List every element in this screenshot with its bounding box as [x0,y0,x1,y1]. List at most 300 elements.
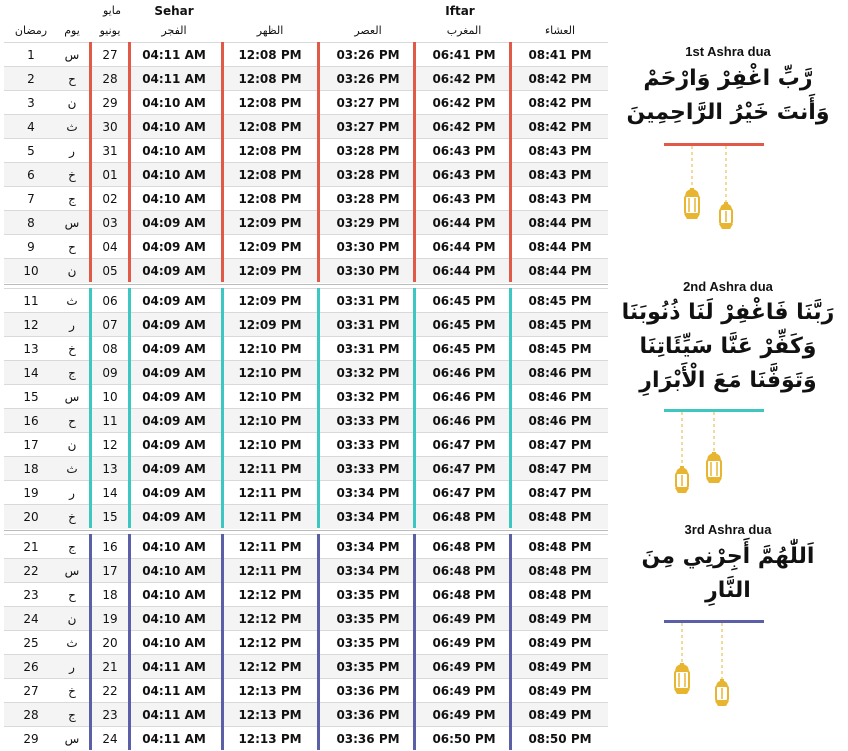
zuhr-time-cell: 12:12 PM [238,660,302,674]
maghrib-time-cell: 06:47 PM [432,462,496,476]
table-row [4,288,608,313]
zuhr-time-cell: 12:09 PM [238,264,302,278]
gregorian-date-cell: 23 [102,708,118,722]
zuhr-time-cell: 12:11 PM [238,540,302,554]
maghrib-time-cell: 06:44 PM [432,216,496,230]
weekday-cell: ح [68,588,76,602]
zuhr-time-cell: 12:12 PM [238,612,302,626]
zuhr-time-cell: 12:08 PM [238,72,302,86]
table-row [4,258,608,283]
asr-time-cell: 03:28 PM [336,168,400,182]
weekday-cell: ث [66,294,78,308]
table-row [4,606,608,631]
table-row [4,504,608,529]
dua-3-line-1: اَللّٰهُمَّ أَجِرْنِي مِنَ [641,544,815,569]
isha-time-cell: 08:47 PM [528,486,592,500]
lantern-icon [668,623,768,713]
ramadan-day-cell: 11 [23,294,39,308]
dua-2-line-2: وَكَفِّرْ عَنَّا سَيِّئَاتِنَا [639,334,817,359]
table-row [4,210,608,235]
gregorian-date-cell: 21 [102,660,118,674]
ashra-column-divider [317,534,320,750]
maghrib-time-cell: 06:49 PM [432,612,496,626]
isha-time-cell: 08:42 PM [528,96,592,110]
table-row [4,534,608,559]
maghrib-time-cell: 06:44 PM [432,240,496,254]
asr-time-cell: 03:34 PM [336,486,400,500]
prayer-timetable [4,0,608,748]
maghrib-time-cell: 06:46 PM [432,366,496,380]
weekday-cell: ج [68,192,76,206]
weekday-cell: ح [68,240,76,254]
lantern-right [719,202,733,229]
asr-time-cell: 03:32 PM [336,390,400,404]
weekday-cell: خ [68,342,76,356]
gregorian-date-cell: 11 [102,414,118,428]
weekday-cell: ر [69,318,75,332]
asr-time-cell: 03:35 PM [336,660,400,674]
ramadan-day-cell: 4 [27,120,35,134]
ramadan-day-cell: 17 [23,438,39,452]
col-ramadan-header: رمضان [14,24,48,37]
isha-time-cell: 08:44 PM [528,240,592,254]
gregorian-date-cell: 15 [102,510,118,524]
maghrib-time-cell: 06:44 PM [432,264,496,278]
maghrib-time-cell: 06:43 PM [432,168,496,182]
table-row [4,582,608,607]
dua-3-text [608,540,848,608]
dua-2-line-1: رَبَّنَا فَاغْفِرْ لَنَا ذُنُوبَنَا [621,300,835,325]
maghrib-time-cell: 06:41 PM [432,48,496,62]
isha-time-cell: 08:41 PM [528,48,592,62]
maghrib-time-cell: 06:45 PM [432,318,496,332]
zuhr-time-cell: 12:09 PM [238,216,302,230]
gregorian-date-cell: 24 [102,732,118,746]
asr-time-cell: 03:33 PM [336,462,400,476]
ramadan-day-cell: 9 [27,240,35,254]
isha-time-cell: 08:47 PM [528,438,592,452]
maghrib-time-cell: 06:46 PM [432,414,496,428]
ramadan-day-cell: 27 [23,684,39,698]
sehar-label: Sehar [154,4,194,18]
ramadan-day-cell: 16 [23,414,39,428]
ashra-column-divider [221,534,224,750]
fajr-time-cell: 04:11 AM [142,48,206,62]
gregorian-date-cell: 05 [102,264,118,278]
gregorian-date-cell: 06 [102,294,118,308]
gregorian-date-cell: 01 [102,168,118,182]
asr-time-cell: 03:36 PM [336,684,400,698]
zuhr-time-cell: 12:08 PM [238,120,302,134]
fajr-time-cell: 04:11 AM [142,708,206,722]
weekday-cell: ث [66,636,78,650]
zuhr-time-cell: 12:11 PM [238,510,302,524]
isha-time-cell: 08:44 PM [528,216,592,230]
ashra-column-divider [89,288,92,528]
ramadan-day-cell: 28 [23,708,39,722]
maghrib-time-cell: 06:49 PM [432,636,496,650]
fajr-time-cell: 04:09 AM [142,342,206,356]
table-row [4,678,608,703]
maghrib-time-cell: 06:43 PM [432,192,496,206]
fajr-time-cell: 04:09 AM [142,366,206,380]
gregorian-date-cell: 16 [102,540,118,554]
maghrib-time-cell: 06:48 PM [432,510,496,524]
ramadan-day-cell: 12 [23,318,39,332]
asr-time-cell: 03:35 PM [336,612,400,626]
maghrib-time-cell: 06:49 PM [432,708,496,722]
gregorian-date-cell: 18 [102,588,118,602]
fajr-time-cell: 04:09 AM [142,264,206,278]
ashra-column-divider [413,288,416,528]
ramadan-day-cell: 1 [27,48,35,62]
table-row [4,432,608,457]
ramadan-day-cell: 24 [23,612,39,626]
isha-time-cell: 08:49 PM [528,684,592,698]
weekday-cell: ح [68,414,76,428]
fajr-time-cell: 04:09 AM [142,510,206,524]
col-asr-header: العصر [354,24,382,37]
maghrib-time-cell: 06:42 PM [432,120,496,134]
fajr-time-cell: 04:10 AM [142,144,206,158]
fajr-time-cell: 04:10 AM [142,564,206,578]
asr-time-cell: 03:35 PM [336,588,400,602]
table-row [4,360,608,385]
ashra-column-divider [128,534,131,750]
isha-time-cell: 08:42 PM [528,120,592,134]
zuhr-time-cell: 12:11 PM [238,564,302,578]
weekday-cell: ج [68,708,76,722]
dua-3-line-2: النَّارِ [705,578,751,603]
ramadan-day-cell: 10 [23,264,39,278]
weekday-cell: ث [66,462,78,476]
zuhr-time-cell: 12:11 PM [238,462,302,476]
table-row [4,456,608,481]
isha-time-cell: 08:42 PM [528,72,592,86]
gregorian-date-cell: 12 [102,438,118,452]
weekday-cell: ن [67,438,77,452]
maghrib-time-cell: 06:42 PM [432,96,496,110]
fajr-time-cell: 04:10 AM [142,540,206,554]
zuhr-time-cell: 12:08 PM [238,48,302,62]
table-row [4,336,608,361]
weekday-cell: خ [68,684,76,698]
fajr-time-cell: 04:09 AM [142,318,206,332]
gregorian-date-cell: 28 [102,72,118,86]
weekday-cell: ج [68,540,76,554]
dua-1-line-2: وَأَنتَ خَيْرُ الرَّاحِمِينَ [626,100,830,125]
ramadan-day-cell: 26 [23,660,39,674]
gregorian-date-cell: 08 [102,342,118,356]
maghrib-time-cell: 06:48 PM [432,540,496,554]
col-maghrib-header: المغرب [446,24,482,37]
lantern-icon [676,146,776,236]
ramadan-day-cell: 8 [27,216,35,230]
zuhr-time-cell: 12:09 PM [238,240,302,254]
isha-time-cell: 08:49 PM [528,636,592,650]
asr-time-cell: 03:28 PM [336,144,400,158]
ashra-column-divider [221,42,224,282]
gregorian-date-cell: 02 [102,192,118,206]
asr-time-cell: 03:34 PM [336,510,400,524]
ramadan-day-cell: 22 [23,564,39,578]
gregorian-date-cell: 14 [102,486,118,500]
zuhr-time-cell: 12:10 PM [238,342,302,356]
isha-time-cell: 08:49 PM [528,708,592,722]
table-row [4,630,608,655]
isha-time-cell: 08:46 PM [528,390,592,404]
ashra-column-divider [128,288,131,528]
fajr-time-cell: 04:10 AM [142,96,206,110]
zuhr-time-cell: 12:10 PM [238,438,302,452]
ashra-group-separator [4,530,608,531]
weekday-cell: س [64,48,80,62]
ramadan-day-cell: 15 [23,390,39,404]
maghrib-time-cell: 06:48 PM [432,564,496,578]
table-row [4,654,608,679]
col-june-header: يونيو [99,24,121,37]
gregorian-date-cell: 17 [102,564,118,578]
iftar-label: Iftar [445,4,475,18]
table-row [4,384,608,409]
weekday-cell: ر [69,486,75,500]
table-row [4,162,608,187]
ashra-column-divider [221,288,224,528]
weekday-cell: خ [68,510,76,524]
maghrib-time-cell: 06:45 PM [432,294,496,308]
ramadan-day-cell: 3 [27,96,35,110]
isha-time-cell: 08:48 PM [528,540,592,554]
zuhr-time-cell: 12:13 PM [238,684,302,698]
isha-time-cell: 08:48 PM [528,588,592,602]
col-zuhr-header: الظهر [256,24,284,37]
zuhr-time-cell: 12:08 PM [238,96,302,110]
asr-time-cell: 03:33 PM [336,414,400,428]
gregorian-date-cell: 03 [102,216,118,230]
lantern-left [684,188,700,219]
asr-time-cell: 03:30 PM [336,240,400,254]
weekday-cell: س [64,732,80,746]
isha-time-cell: 08:43 PM [528,168,592,182]
gregorian-date-cell: 07 [102,318,118,332]
isha-time-cell: 08:46 PM [528,414,592,428]
isha-time-cell: 08:50 PM [528,732,592,746]
weekday-cell: ج [68,366,76,380]
asr-time-cell: 03:31 PM [336,318,400,332]
asr-time-cell: 03:34 PM [336,540,400,554]
isha-time-cell: 08:45 PM [528,294,592,308]
ashra-column-divider [413,534,416,750]
fajr-time-cell: 04:09 AM [142,390,206,404]
isha-time-cell: 08:47 PM [528,462,592,476]
ashra-column-divider [89,42,92,282]
isha-time-cell: 08:48 PM [528,510,592,524]
fajr-time-cell: 04:09 AM [142,438,206,452]
ramadan-day-cell: 21 [23,540,39,554]
asr-time-cell: 03:27 PM [336,96,400,110]
zuhr-time-cell: 12:08 PM [238,192,302,206]
table-row [4,312,608,337]
maghrib-time-cell: 06:49 PM [432,684,496,698]
fajr-time-cell: 04:10 AM [142,636,206,650]
month-may-label: مايو [103,4,121,17]
fajr-time-cell: 04:10 AM [142,588,206,602]
isha-time-cell: 08:45 PM [528,342,592,356]
asr-time-cell: 03:31 PM [336,342,400,356]
ramadan-day-cell: 14 [23,366,39,380]
lantern-left [675,466,689,493]
fajr-time-cell: 04:09 AM [142,414,206,428]
ashra-column-divider [128,42,131,282]
weekday-cell: س [64,216,80,230]
fajr-time-cell: 04:09 AM [142,486,206,500]
zuhr-time-cell: 12:08 PM [238,168,302,182]
lantern-right [706,452,722,483]
table-row [4,234,608,259]
table-row [4,186,608,211]
fajr-time-cell: 04:10 AM [142,120,206,134]
zuhr-time-cell: 12:13 PM [238,708,302,722]
gregorian-date-cell: 10 [102,390,118,404]
table-row [4,408,608,433]
lantern-right [715,679,729,706]
zuhr-time-cell: 12:11 PM [238,486,302,500]
ashra-column-divider [89,534,92,750]
ramadan-day-cell: 20 [23,510,39,524]
fajr-time-cell: 04:09 AM [142,294,206,308]
maghrib-time-cell: 06:45 PM [432,342,496,356]
fajr-time-cell: 04:11 AM [142,732,206,746]
gregorian-date-cell: 31 [102,144,118,158]
ramadan-day-cell: 23 [23,588,39,602]
weekday-cell: ح [68,72,76,86]
header-row-top [4,2,608,20]
asr-time-cell: 03:26 PM [336,48,400,62]
weekday-cell: ر [69,660,75,674]
col-isha-header: العشاء [544,24,576,37]
gregorian-date-cell: 09 [102,366,118,380]
zuhr-time-cell: 12:10 PM [238,366,302,380]
fajr-time-cell: 04:11 AM [142,684,206,698]
fajr-time-cell: 04:10 AM [142,192,206,206]
zuhr-time-cell: 12:09 PM [238,318,302,332]
maghrib-time-cell: 06:47 PM [432,486,496,500]
gregorian-date-cell: 22 [102,684,118,698]
isha-time-cell: 08:46 PM [528,366,592,380]
table-row [4,114,608,139]
fajr-time-cell: 04:10 AM [142,612,206,626]
header-row-columns [4,22,608,40]
table-row [4,558,608,583]
ramadan-day-cell: 19 [23,486,39,500]
weekday-cell: س [64,390,80,404]
asr-time-cell: 03:27 PM [336,120,400,134]
weekday-cell: ن [67,264,77,278]
isha-time-cell: 08:49 PM [528,660,592,674]
fajr-time-cell: 04:09 AM [142,216,206,230]
maghrib-time-cell: 06:49 PM [432,660,496,674]
table-row [4,138,608,163]
dua-2-title: 2nd Ashra dua [683,279,773,294]
asr-time-cell: 03:31 PM [336,294,400,308]
weekday-cell: ن [67,96,77,110]
gregorian-date-cell: 20 [102,636,118,650]
dua-2-text [608,296,848,398]
maghrib-time-cell: 06:48 PM [432,588,496,602]
ramadan-day-cell: 6 [27,168,35,182]
zuhr-time-cell: 12:08 PM [238,144,302,158]
gregorian-date-cell: 04 [102,240,118,254]
gregorian-date-cell: 30 [102,120,118,134]
col-day-header: يوم [64,24,80,37]
ashra-column-divider [509,288,512,528]
isha-time-cell: 08:49 PM [528,612,592,626]
asr-time-cell: 03:36 PM [336,708,400,722]
weekday-cell: ن [67,612,77,626]
weekday-cell: خ [68,168,76,182]
ashra-column-divider [317,288,320,528]
dua-1-line-1: رَّبِّ اغْفِرْ وَارْحَمْ [643,66,813,91]
zuhr-time-cell: 12:09 PM [238,294,302,308]
isha-time-cell: 08:44 PM [528,264,592,278]
weekday-cell: س [64,564,80,578]
asr-time-cell: 03:35 PM [336,636,400,650]
maghrib-time-cell: 06:47 PM [432,438,496,452]
isha-time-cell: 08:43 PM [528,144,592,158]
maghrib-time-cell: 06:42 PM [432,72,496,86]
ashra-duas-panel [608,0,848,748]
col-fajr-header: الفجر [161,24,187,37]
fajr-time-cell: 04:10 AM [142,168,206,182]
asr-time-cell: 03:33 PM [336,438,400,452]
table-row [4,90,608,115]
lantern-left [674,663,690,694]
maghrib-time-cell: 06:43 PM [432,144,496,158]
lantern-icon [674,412,774,502]
dua-3-title: 3rd Ashra dua [684,522,772,537]
zuhr-time-cell: 12:12 PM [238,588,302,602]
isha-time-cell: 08:48 PM [528,564,592,578]
weekday-cell: ر [69,144,75,158]
zuhr-time-cell: 12:10 PM [238,390,302,404]
dua-2-line-3: وَتَوَفَّنَا مَعَ الْأَبْرَارِ [639,368,817,393]
isha-time-cell: 08:45 PM [528,318,592,332]
table-row [4,702,608,727]
zuhr-time-cell: 12:10 PM [238,414,302,428]
fajr-time-cell: 04:09 AM [142,240,206,254]
asr-time-cell: 03:26 PM [336,72,400,86]
dua-1-text [608,62,848,130]
zuhr-time-cell: 12:12 PM [238,636,302,650]
ramadan-day-cell: 25 [23,636,39,650]
ashra-group-separator [4,284,608,285]
ramadan-day-cell: 18 [23,462,39,476]
asr-time-cell: 03:28 PM [336,192,400,206]
isha-time-cell: 08:43 PM [528,192,592,206]
weekday-cell: ث [66,120,78,134]
ashra-column-divider [317,42,320,282]
ashra-column-divider [413,42,416,282]
asr-time-cell: 03:29 PM [336,216,400,230]
fajr-time-cell: 04:09 AM [142,462,206,476]
maghrib-time-cell: 06:50 PM [432,732,496,746]
ramadan-day-cell: 13 [23,342,39,356]
gregorian-date-cell: 13 [102,462,118,476]
asr-time-cell: 03:32 PM [336,366,400,380]
gregorian-date-cell: 19 [102,612,118,626]
asr-time-cell: 03:36 PM [336,732,400,746]
maghrib-time-cell: 06:46 PM [432,390,496,404]
